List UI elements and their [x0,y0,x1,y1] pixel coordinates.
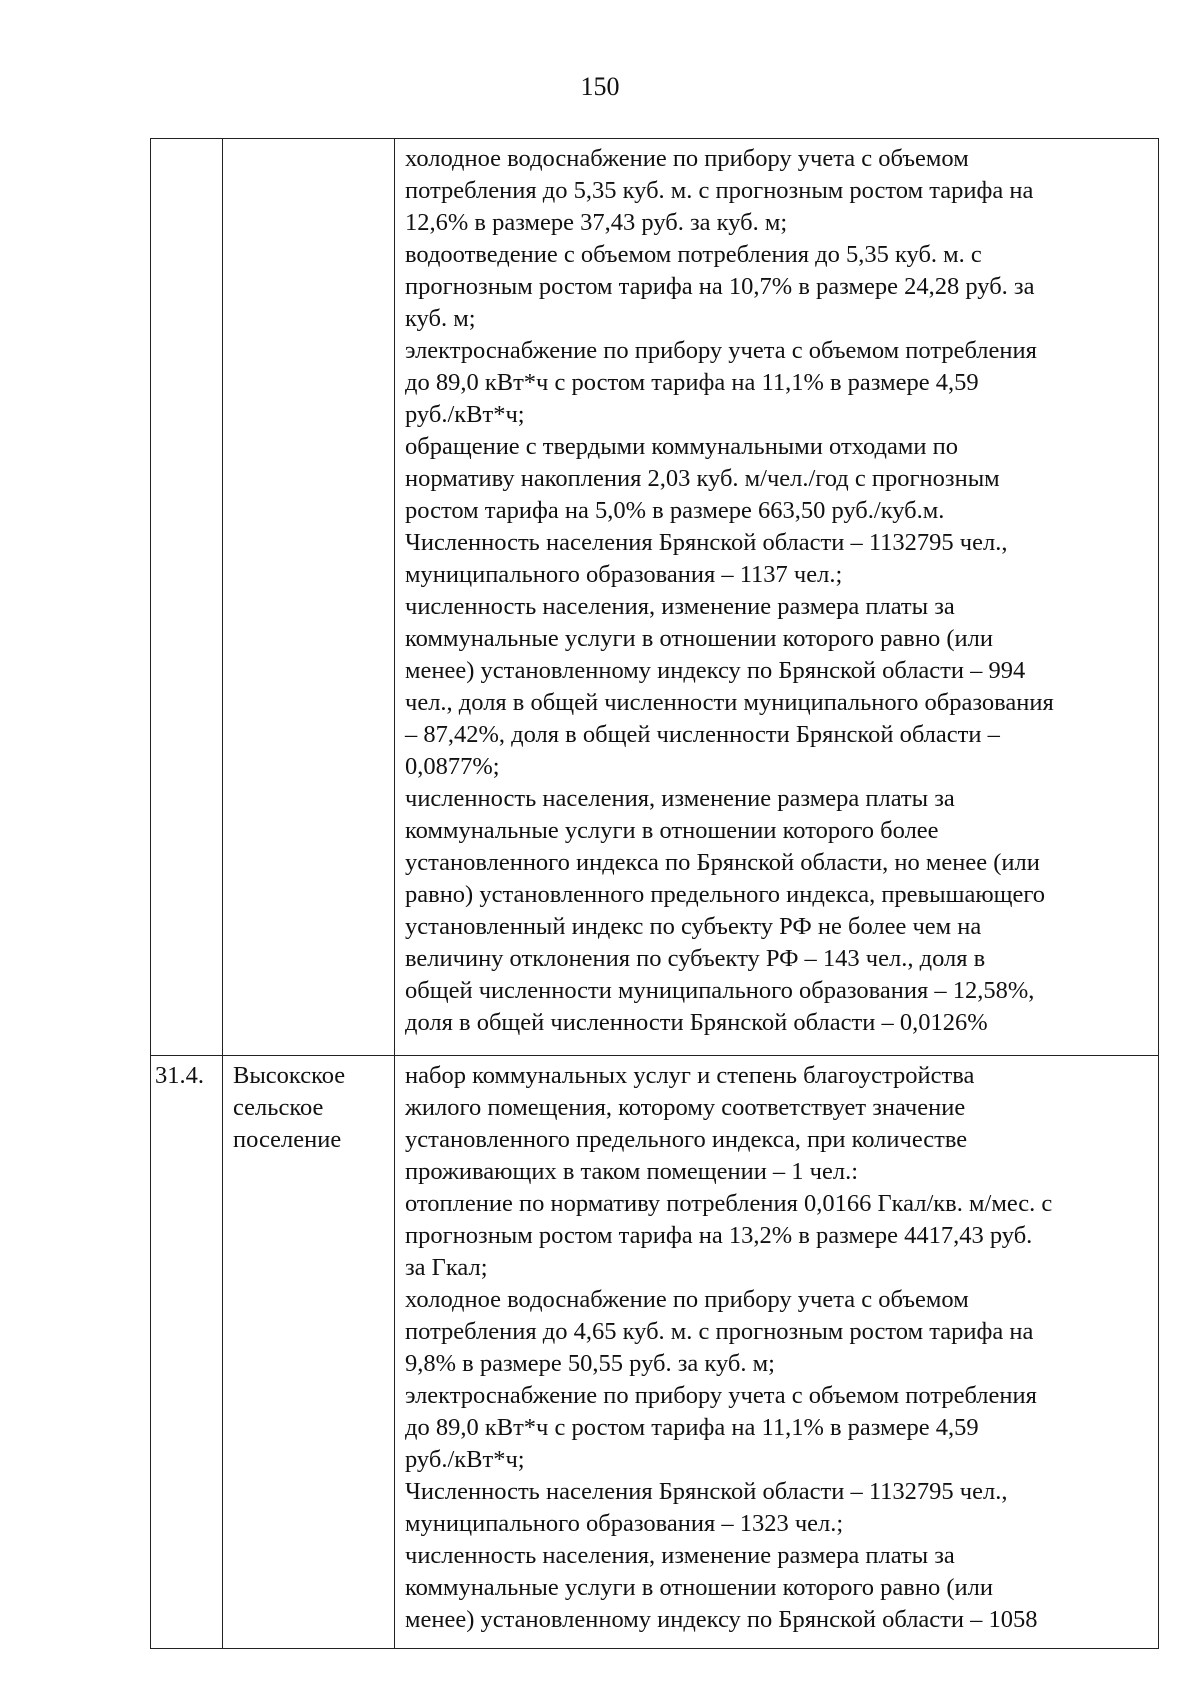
table-row [151,139,1159,1056]
row-number-cell [151,1056,223,1649]
text-line: установленного индекса по Брянской области, но менее (или [405,849,1040,876]
text-line: 12,6% в размере 37,43 руб. за куб. м; [405,209,788,236]
text-line: коммунальные услуги в отношении которого более [405,817,939,844]
text-line: электроснабжение по прибору учета с объемом потребления [405,1382,1037,1409]
text-line: 9,8% в размере 50,55 руб. за куб. м; [405,1350,775,1377]
text-line: 0,0877%; [405,753,500,780]
settlement-name-line: Высокское [233,1062,346,1089]
text-line: муниципального образования – 1323 чел.; [405,1510,844,1537]
text-line: величину отклонения по субъекту РФ – 143 чел., доля в [405,945,986,972]
text-line: потребления до 4,65 куб. м. с прогнозным ростом тарифа на [405,1318,1034,1345]
text-line: численность населения, изменение размера платы за [405,1542,955,1569]
text-line: набор коммунальных услуг и степень благоустройства [405,1062,975,1089]
text-line: нормативу накопления 2,03 куб. м/чел./год с прогнозным [405,465,1000,492]
row-description-cell [395,139,1159,1056]
table-row [151,1056,1159,1649]
settlement-name-cell [223,139,395,1056]
text-line: жилого помещения, которому соответствует значение [405,1094,966,1121]
text-line: прогнозным ростом тарифа на 10,7% в размере 24,28 руб. за [405,273,1035,300]
row-number-cell [151,139,223,1056]
text-line: менее) установленному индексу по Брянской области – 994 [405,657,1026,684]
text-line: равно) установленного предельного индекса, превышающего [405,881,1046,908]
text-line: коммунальные услуги в отношении которого равно (или [405,1574,993,1601]
text-line: ростом тарифа на 5,0% в размере 663,50 руб./куб.м. [405,497,945,524]
text-line: коммунальные услуги в отношении которого равно (или [405,625,993,652]
text-line: водоотведение с объемом потребления до 5,35 куб. м. с [405,241,982,268]
text-line: холодное водоснабжение по прибору учета с объемом [405,145,969,172]
text-line: куб. м; [405,305,476,332]
text-line: до 89,0 кВт*ч с ростом тарифа на 11,1% в размере 4,59 [405,1414,979,1441]
text-line: Численность населения Брянской области – 1132795 чел., [405,529,1008,556]
text-line: руб./кВт*ч; [405,1446,525,1473]
settlement-name-line: сельское [233,1094,324,1121]
text-line: до 89,0 кВт*ч с ростом тарифа на 11,1% в размере 4,59 [405,369,979,396]
text-line: прогнозным ростом тарифа на 13,2% в размере 4417,43 руб. [405,1222,1033,1249]
text-line: Численность населения Брянской области – 1132795 чел., [405,1478,1008,1505]
page-number: 150 [580,72,620,101]
row-number: 31.4. [155,1062,204,1089]
text-line: электроснабжение по прибору учета с объемом потребления [405,337,1037,364]
row-description-cell [395,1056,1159,1649]
settlement-name-line: поселение [233,1126,342,1153]
text-line: муниципального образования – 1137 чел.; [405,561,843,588]
text-line: установленный индекс по субъекту РФ не более чем на [405,913,982,940]
tariff-table [150,138,1159,1649]
text-line: за Гкал; [405,1254,488,1281]
text-line: обращение с твердыми коммунальными отходами по [405,433,958,460]
text-line: численность населения, изменение размера платы за [405,593,955,620]
text-line: – 87,42%, доля в общей численности Брянской области – [405,721,1000,748]
text-line: установленного предельного индекса, при количестве [405,1126,968,1153]
text-line: доля в общей численности Брянской области – 0,0126% [405,1009,988,1036]
text-line: отопление по нормативу потребления 0,0166 Гкал/кв. м/мес. с [405,1190,1053,1217]
text-line: численность населения, изменение размера платы за [405,785,955,812]
text-line: менее) установленному индексу по Брянской области – 1058 [405,1606,1038,1633]
text-line: руб./кВт*ч; [405,401,525,428]
text-line: общей численности муниципального образования – 12,58%, [405,977,1035,1004]
text-line: чел., доля в общей численности муниципального образования [405,689,1054,716]
settlement-name-cell [223,1056,395,1649]
text-line: холодное водоснабжение по прибору учета с объемом [405,1286,969,1313]
text-line: потребления до 5,35 куб. м. с прогнозным ростом тарифа на [405,177,1034,204]
text-line: проживающих в таком помещении – 1 чел.: [405,1158,859,1185]
